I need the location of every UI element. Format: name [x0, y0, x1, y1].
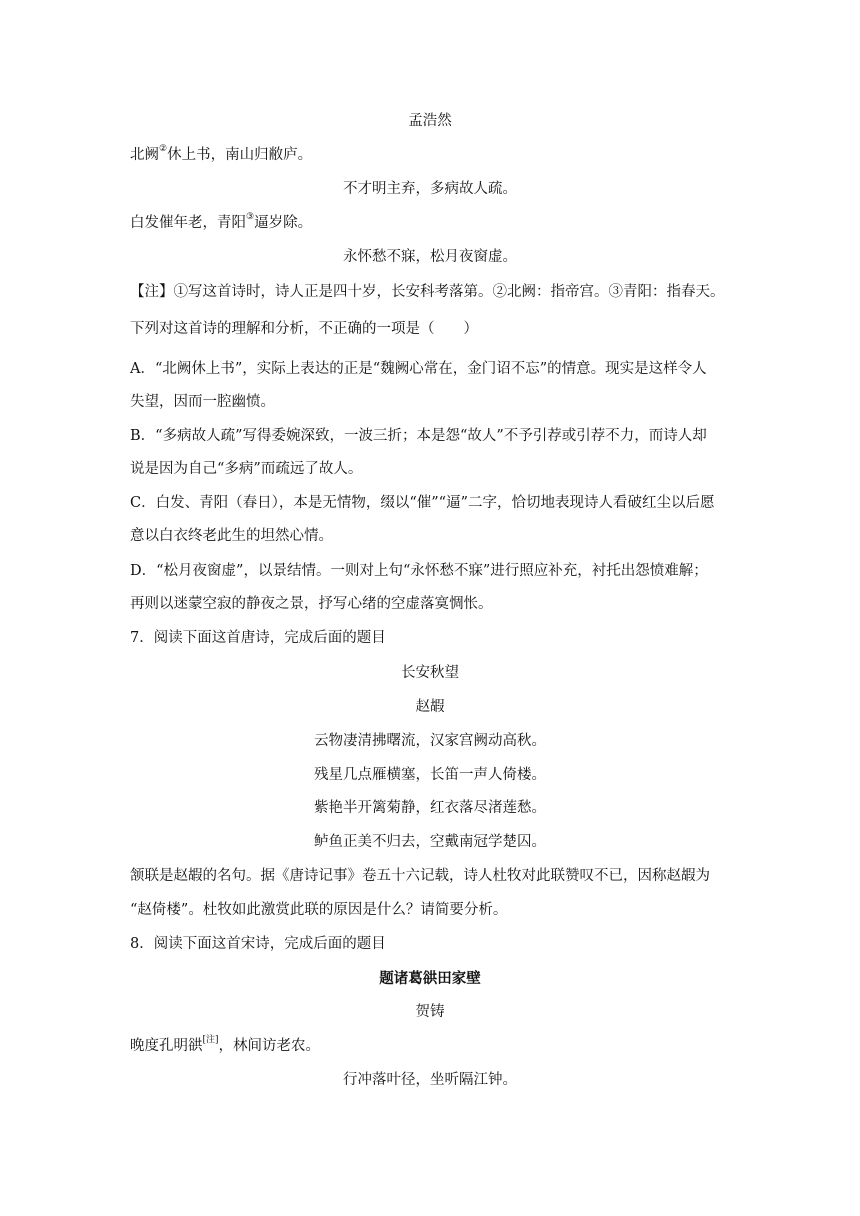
poem-line-1: [130, 145, 740, 165]
poem-line-3: 紫艳半开篱菊静，红衣落尽渚莲愁。: [314, 800, 546, 816]
option-c-line-2: 意以白衣终老此生的坦然心情。: [130, 528, 333, 544]
poem-line-text: 休上书，南山归敝庐。: [167, 147, 313, 163]
poem-author: 孟浩然: [408, 113, 452, 129]
option-b-line-1: B．“多病故人疏”写得委婉深致，一波三折；本是怨“故人”不予引荐或引荐不力，而诗人却: [130, 428, 707, 444]
footnote-marker: ②: [159, 144, 168, 155]
poem-title: 长安秋望: [401, 665, 459, 681]
poem-author: 赵嘏: [415, 699, 445, 715]
poem-line-text: ，林间访老农。: [218, 1038, 321, 1054]
option-a-line-1: A．“北阙休上书”，实际上表达的正是“魏阙心常在，金门诏不忘”的情意。现实是这样令人: [130, 361, 707, 377]
poem-line-4: 永怀愁不寐，松月夜窗虚。: [343, 249, 517, 265]
poem-author: 贺铸: [415, 1004, 445, 1020]
question-6-stem: 下列对这首诗的理解和分析，不正确的一项是（ ）: [130, 321, 478, 337]
poem-line-1: [130, 1036, 740, 1056]
poem-line-text: 逼岁除。: [254, 215, 313, 231]
question-8-intro: 8．阅读下面这首宋诗，完成后面的题目: [130, 936, 386, 952]
question-7-intro: 7．阅读下面这首唐诗，完成后面的题目: [130, 630, 386, 646]
poem-note: 【注】①写这首诗时，诗人正是四十岁，长安科考落第。②北阙：指帝宫。③青阳：指春天。: [130, 284, 725, 300]
poem-title: 题诸葛谼田家壁: [379, 970, 481, 987]
poem-line-2: 残星几点雁横塞，长笛一声人倚楼。: [314, 767, 546, 783]
poem-line-4: 鲈鱼正美不归去，空戴南冠学楚囚。: [314, 834, 546, 850]
poem-line-3: [130, 213, 740, 233]
poem-line-2: 行冲落叶径，坐听隔江钟。: [343, 1072, 517, 1088]
poem-line-2: 不才明主弃，多病故人疏。: [343, 181, 517, 197]
option-a-line-2: 失望，因而一腔幽愤。: [130, 394, 275, 410]
option-c-line-1: C．白发、青阳（春日），本是无情物，缀以“催”“逼”二字，恰切地表现诗人看破红尘以后愿: [130, 495, 715, 511]
poem-line-text: 晚度孔明谼: [130, 1038, 203, 1054]
option-d-line-2: 再则以迷蒙空寂的静夜之景，抒写心绪的空虚落寞惆怅。: [130, 596, 493, 612]
poem-line-1: 云物凄清拂曙流，汉家宫阙动高秋。: [314, 733, 546, 749]
footnote-marker: ③: [246, 212, 255, 223]
footnote-marker: [注]: [202, 1035, 219, 1046]
question-7-line-2: “赵倚楼”。杜牧如此激赏此联的原因是什么？请简要分析。: [130, 902, 508, 918]
option-d-line-1: D．“松月夜窗虚”，以景结情。一则对上句“永怀愁不寐”进行照应补充，衬托出怨愤难解；: [130, 563, 708, 579]
question-7-line-1: 颔联是赵嘏的名句。据《唐诗记事》卷五十六记载，诗人杜牧对此联赞叹不已，因称赵嘏为: [130, 868, 710, 884]
poem-line-text: 白发催年老，青阳: [130, 215, 246, 231]
poem-line-text: 北阙: [130, 147, 159, 163]
option-b-line-2: 说是因为自己“多病”而疏远了故人。: [130, 461, 363, 477]
